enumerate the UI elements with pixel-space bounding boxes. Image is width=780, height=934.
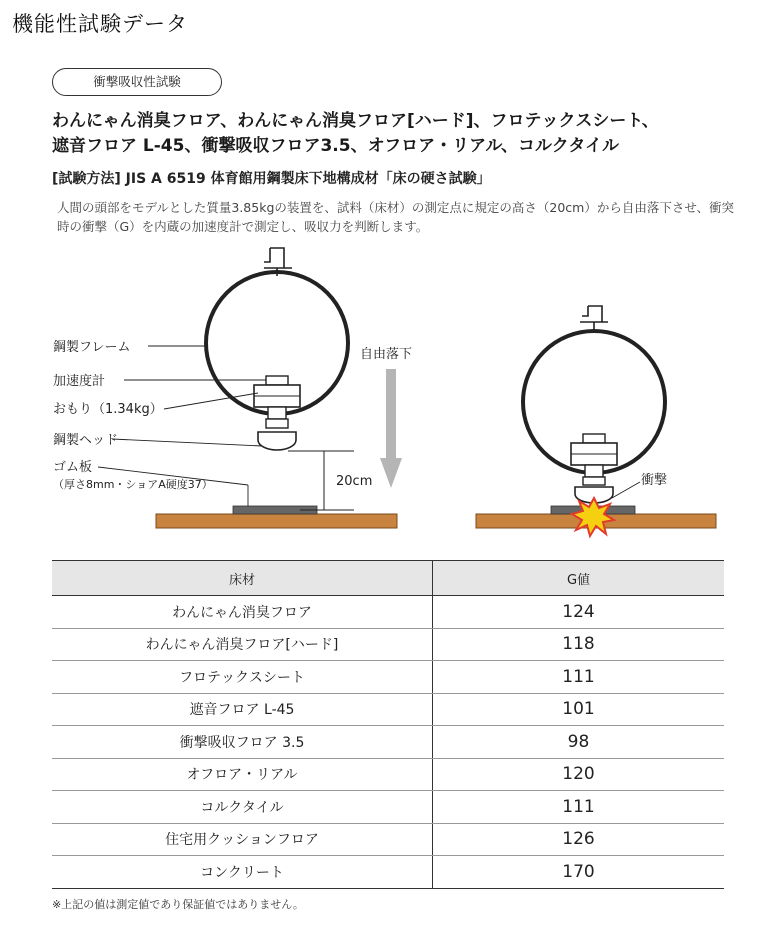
floor-name: 遮音フロア L-45 <box>52 693 433 726</box>
floor-name: コルクタイル <box>52 791 433 824</box>
test-description: 人間の頭部をモデルとした質量3.85kgの装置を、試料（床材）の測定点に規定の高さ（20cm）から自由落下させ、衝突時の衝撃（G）を内蔵の加速度計で測定し、吸収力を判断します。 <box>57 200 734 234</box>
g-value: 101 <box>433 693 725 726</box>
g-value: 124 <box>433 596 725 629</box>
label-steel-head: 鋼製ヘッド <box>53 433 119 448</box>
table-row <box>52 823 724 856</box>
steel-head-left <box>258 432 296 450</box>
g-value: 120 <box>433 758 725 791</box>
accelerometer-left <box>266 376 288 385</box>
g-value: 170 <box>433 856 725 889</box>
floor-name: わんにゃん消臭フロア[ハード] <box>52 628 433 661</box>
table-row <box>52 726 724 759</box>
floor-name: わんにゃん消臭フロア <box>52 596 433 629</box>
test-category-badge: 衝撃吸収性試験 <box>52 68 222 96</box>
g-value: 111 <box>433 661 725 694</box>
g-value-table <box>52 560 724 889</box>
table-row <box>52 791 724 824</box>
floor-name: 衝撃吸収フロア 3.5 <box>52 726 433 759</box>
table-header-row <box>52 561 724 596</box>
table-row <box>52 758 724 791</box>
test-apparatus-diagram <box>0 240 780 540</box>
floor-name: コンクリート <box>52 856 433 889</box>
label-rubber-plate: ゴム板 <box>53 460 93 475</box>
label-steel-frame: 鋼製フレーム <box>53 340 131 355</box>
freefall-arrow-icon <box>380 458 402 488</box>
label-rubber-spec: （厚さ8mm・ショアA硬度37） <box>53 478 213 491</box>
right-apparatus <box>476 306 716 536</box>
table-row <box>52 596 724 629</box>
disclaimer-note: ※上記の値は測定値であり保証値ではありません。 <box>52 898 304 911</box>
freefall-arrow-shaft <box>386 369 396 458</box>
table-row <box>52 628 724 661</box>
header-g-value: G値 <box>433 561 725 596</box>
label-accelerometer: 加速度計 <box>53 374 106 389</box>
g-value: 118 <box>433 628 725 661</box>
g-value: 126 <box>433 823 725 856</box>
table-row <box>52 693 724 726</box>
page-title: 機能性試験データ <box>12 12 188 36</box>
label-impact: 衝撃 <box>641 473 668 488</box>
header-floor-material: 床材 <box>52 561 433 596</box>
label-weight: おもり（1.34kg） <box>53 402 163 417</box>
floor-block-left <box>156 514 397 528</box>
floor-name: オフロア・リアル <box>52 758 433 791</box>
label-drop-height: 20cm <box>336 474 373 489</box>
test-method: [試験方法] JIS A 6519 体育館用鋼製床下地構成材「床の硬さ試験」 <box>52 171 491 187</box>
table-row <box>52 661 724 694</box>
floor-name: 住宅用クッションフロア <box>52 823 433 856</box>
impact-burst-icon <box>572 498 614 536</box>
heading-line-2: 遮音フロア L-45、衝撃吸収フロア3.5、オフロア・リアル、コルクタイル <box>52 136 620 156</box>
floor-name: フロテックスシート <box>52 661 433 694</box>
g-value: 111 <box>433 791 725 824</box>
label-freefall: 自由落下 <box>360 347 413 362</box>
hook-icon <box>580 306 608 331</box>
g-value: 98 <box>433 726 725 759</box>
heading-line-1: わんにゃん消臭フロア、わんにゃん消臭フロア[ハード]、フロテックスシート、 <box>52 111 659 131</box>
table-row <box>52 856 724 889</box>
